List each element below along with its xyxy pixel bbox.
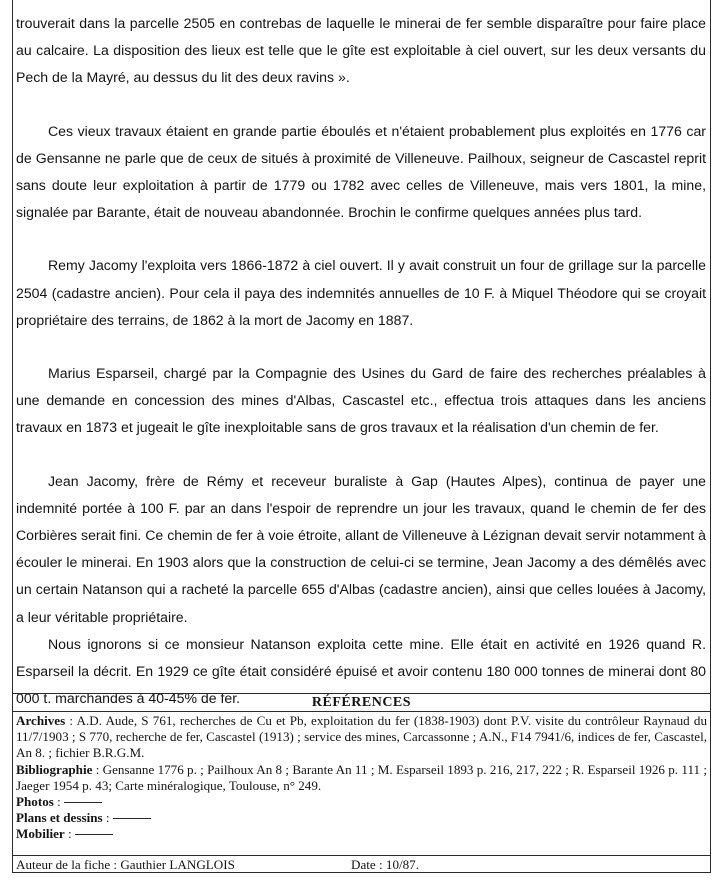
record-date: Date : 10/87. [351, 857, 420, 872]
references-body [13, 712, 710, 843]
plans-entry [16, 810, 707, 826]
archives-text: : A.D. Aude, S 761, recherches de Cu et Pb, exploitation du fer (1838-1903) dont P.V. visite du contrôleur Raynaud du 11/7/1903 ; S 770, recherche de fer, Cascastel (1913) ; service des mines, Carcassonne ; A.N., F14 7941/6, indices de fer, Cascastel, An 8. ; fichier B.R.G.M. [16, 713, 707, 761]
references-title: RÉFÉRENCES [13, 694, 710, 712]
record-footer [13, 855, 710, 872]
bibliographie-entry [16, 762, 707, 794]
photos-separator: : [53, 794, 61, 810]
plans-separator: : [102, 810, 110, 826]
photos-blank [64, 802, 102, 803]
paragraph-2: Ces vieux travaux étaient en grande partie éboulés et n'étaient probablement plus exploités en 1776 car de Gensanne ne parle que de ceux de situés à proximité de Villeneuve. Pailhoux, seigneur de Cascastel reprit sans doute leur exploitation à partir de 1779 ou 1782 avec celles de Villeneuve, mais vers 1801, la mine, signalée par Barante, était de nouveau abandonnée. Brochin le confirme quelques années plus tard. [16, 122, 706, 221]
paragraph-6: Nous ignorons si ce monsieur Natanson exploita cette mine. Elle était en activité en 1926 quand R. Esparseil la décrit. En 1929 ce gîte était considéré épuisé et avoir contenu 180 000 tonnes de minerai dont 80 000 t. marchandes à 40-45% de fer. [16, 635, 706, 707]
photos-entry [16, 794, 707, 810]
archives-label: Archives [16, 713, 66, 728]
paragraph-5: Jean Jacomy, frère de Rémy et receveur buraliste à Gap (Hautes Alpes), continua de payer une indemnité portée à 100 F. par an dans l'espoir de reprendre un jour les travaux, quand le chemin de fer des Corbières serait fini. Ce chemin de fer à voie étroite, allant de Villeneuve à Lézignan devait servir notamment à écouler le minerai. En 1903 alors que la construction de celui-ci se termine, Jean Jacomy a des démêlés avec un certain Natanson qui a racheté la parcelle 655 d'Albas (cadastre ancien), ainsi que celles louées à Jacomy, a leur véritable propriétaire. [16, 472, 706, 625]
paragraph-1: trouverait dans la parcelle 2505 en contrebas de laquelle le minerai de fer semble disparaître pour faire place au calcaire. La disposition des lieux est telle que le gîte est exploitable à ciel ouvert, sur les deux versants du Pech de la Mayré, au dessus du lit des deux ravins ». [16, 15, 706, 86]
mobilier-blank [75, 834, 113, 835]
bibliographie-text: : Gensanne 1776 p. ; Pailhoux An 8 ; Barante An 11 ; M. Esparseil 1893 p. 216, 217, 222 ; R. Esparseil 1926 p. 111 ; Jaeger 1954 p. 43; Carte minéralogique, Toulouse, n° 249. [16, 761, 707, 793]
bibliographie-label: Bibliographie [16, 761, 93, 777]
photos-label: Photos [16, 794, 54, 810]
archives-entry [16, 713, 707, 762]
plans-label: Plans et dessins [16, 810, 103, 826]
body-text [16, 10, 706, 712]
mobilier-entry [16, 826, 707, 842]
plans-blank [113, 818, 151, 819]
paragraph-4: Marius Esparseil, chargé par la Compagnie des Usines du Gard de faire des recherches préalables à une demande en concession des mines d'Albas, Cascastel etc., effectua trois attaques dans les anciens travaux en 1873 et jugeait le gîte inexploitable sans de gros travaux et la réalisation d'un chemin de fer. [16, 365, 706, 436]
mobilier-separator: : [64, 826, 72, 842]
references-box [12, 693, 711, 873]
mobilier-label: Mobilier [16, 826, 65, 842]
paragraph-3: Remy Jacomy l'exploita vers 1866-1872 à ciel ouvert. Il y avait construit un four de grillage sur la parcelle 2504 (cadastre ancien). Pour cela il paya des indemnités annuelles de 10 F. à Miquel Théodore qui se croyait propriétaire des terrains, de 1862 à la mort de Jacomy en 1887. [16, 257, 706, 328]
record-author: Auteur de la fiche : Gauthier LANGLOIS [16, 857, 235, 872]
